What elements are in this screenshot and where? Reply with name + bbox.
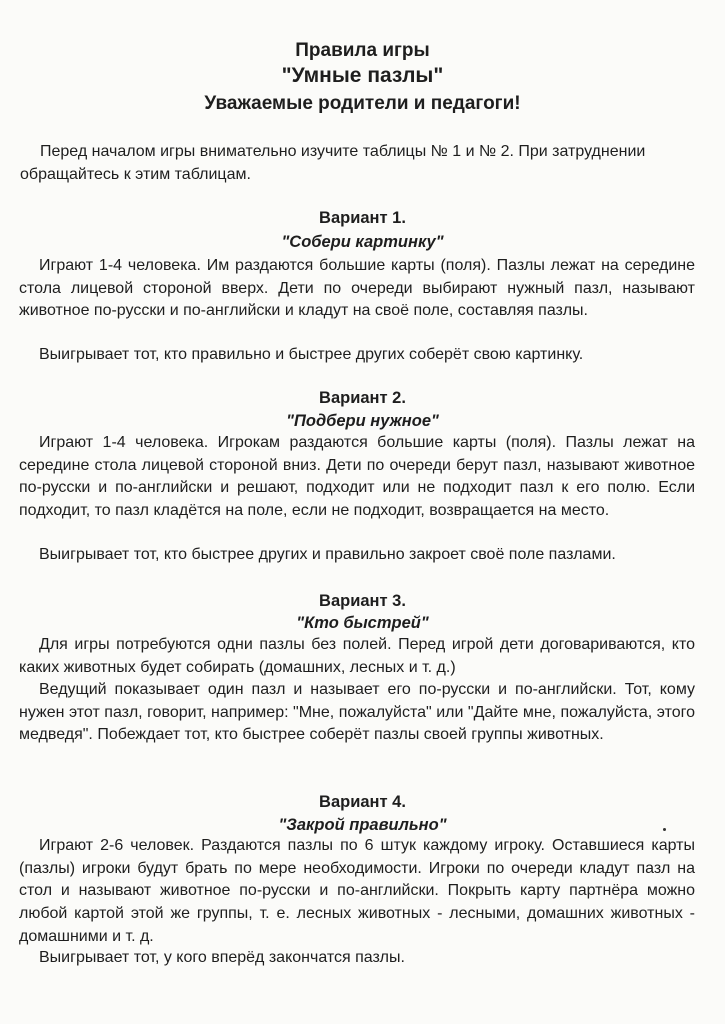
- variant-3-heading: Вариант 3.: [319, 592, 406, 610]
- variant-4-winner: Выигрывает тот, у кого вперёд закончатся пазлы.: [39, 949, 405, 966]
- rules-title: Правила игры: [295, 40, 430, 61]
- variant-3-host: Ведущий показывает один пазл и называет его по-русски и по-английски. Тот, кому нужен этот пазл, говорит, например: "Мне, пожалуйста" или "Дайте мне, пожалуйста, этого медведя". Побеждает тот, кто быстрее соберёт пазлы своей группы животных.: [19, 681, 695, 744]
- variant-2-winner: Выигрывает тот, кто быстрее других и правильно закроет своё поле пазлами.: [39, 546, 616, 563]
- intro-paragraph: Перед началом игры внимательно изучите таблицы № 1 и № 2. При затруднении обращайтесь к этим таблицам.: [20, 143, 646, 183]
- variant-3-name: "Кто быстрей": [296, 614, 429, 632]
- print-speck: [663, 828, 666, 831]
- variant-2-name: "Подбери нужное": [286, 412, 439, 430]
- variant-3-rules: Для игры потребуются одни пазлы без полей. Перед игрой дети договариваются, кто каких животных будет собирать (домашних, лесных и т. д.): [19, 636, 695, 676]
- variant-2-heading: Вариант 2.: [319, 389, 406, 407]
- game-name: "Умные пазлы": [281, 64, 444, 87]
- greeting: Уважаемые родители и педагоги!: [204, 93, 521, 114]
- variant-4-heading: Вариант 4.: [319, 793, 406, 811]
- variant-4-rules: Играют 2-6 человек. Раздаются пазлы по 6 штук каждому игроку. Оставшиеся карты (пазлы) игроки будут брать по мере необходимости. Игроки по очереди кладут пазл на стол и называют животное по-русски и по-английски. Покрыть карту партнёра можно любой картой этой же группы, т. е. лесных животных - лесными, домашних животных - домашними и т. д.: [19, 837, 695, 945]
- variant-1-winner: Выигрывает тот, кто правильно и быстрее других соберёт свою картинку.: [39, 346, 584, 363]
- variant-1-name: "Собери картинку": [281, 233, 444, 251]
- variant-4-name: "Закрой правильно": [278, 816, 447, 834]
- variant-2-rules: Играют 1-4 человека. Игрокам раздаются большие карты (поля). Пазлы лежат на середине стола лицевой стороной вниз. Дети по очереди берут пазл, называют животное по-русски и по-английски и решают, подходит или не подходит пазл к его полю. Если подходит, то пазл кладётся на поле, если не подходит, возвращается на место.: [19, 434, 695, 520]
- variant-1-rules: Играют 1-4 человека. Им раздаются большие карты (поля). Пазлы лежат на середине стола лицевой стороной вверх. Дети по очереди выбирают нужный пазл, называют животное по-русски и по-английски и кладут на своё поле, составляя пазлы.: [19, 257, 695, 320]
- variant-1-heading: Вариант 1.: [319, 209, 406, 227]
